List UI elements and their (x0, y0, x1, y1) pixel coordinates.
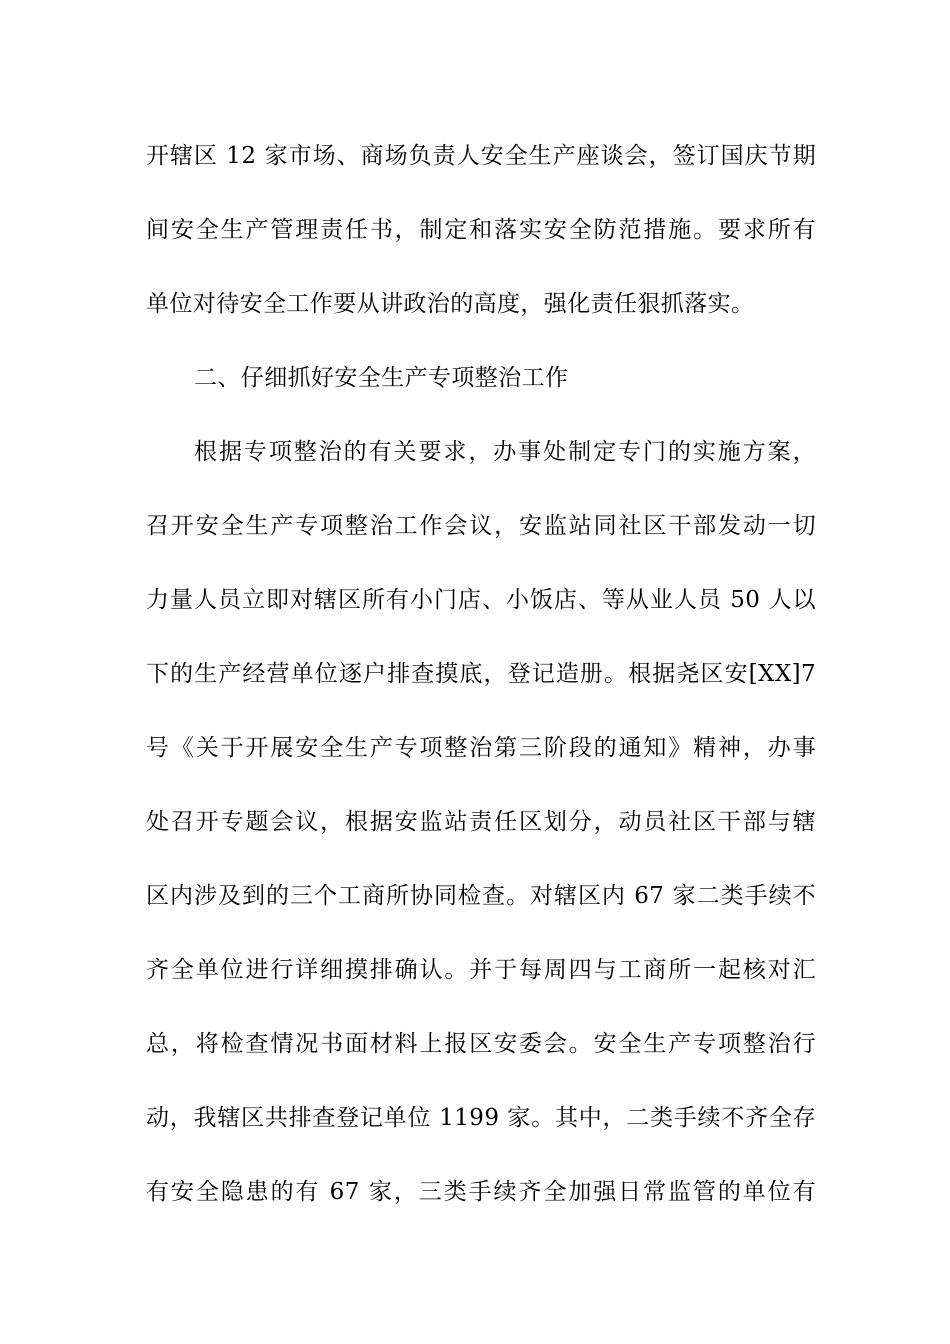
text-line: 力量人员立即对辖区所有小门店、小饭店、等从业人员 50 人以 (146, 587, 816, 613)
text-line: 下的生产经营单位逐户排查摸底，登记造册。根据尧区安[XX]7 (146, 661, 816, 687)
text-line: 动，我辖区共排查登记单位 1199 家。其中，二类手续不齐全存 (146, 1105, 816, 1131)
text-line: 区内涉及到的三个工商所协同检查。对辖区内 67 家二类手续不 (146, 883, 816, 909)
text-line: 号《关于开展安全生产专项整治第三阶段的通知》精神，办事 (146, 735, 816, 761)
text-line: 总，将检查情况书面材料上报区安委会。安全生产专项整治行 (146, 1031, 816, 1057)
text-line: 齐全单位进行详细摸排确认。并于每周四与工商所一起核对汇 (146, 957, 816, 983)
text-line: 根据专项整治的有关要求，办事处制定专门的实施方案， (194, 439, 816, 465)
text-line: 单位对待安全工作要从讲政治的高度，强化责任狠抓落实。 (146, 291, 755, 317)
text-line: 开辖区 12 家市场、商场负责人安全生产座谈会，签订国庆节期 (146, 143, 816, 169)
section-heading: 二、仔细抓好安全生产专项整治工作 (194, 365, 569, 391)
text-line: 间安全生产管理责任书，制定和落实安全防范措施。要求所有 (146, 217, 816, 243)
text-line: 召开安全生产专项整治工作会议，安监站同社区干部发动一切 (146, 513, 816, 539)
text-line: 处召开专题会议，根据安监站责任区划分，动员社区干部与辖 (146, 809, 816, 835)
text-line: 有安全隐患的有 67 家，三类手续齐全加强日常监管的单位有 (146, 1179, 816, 1205)
